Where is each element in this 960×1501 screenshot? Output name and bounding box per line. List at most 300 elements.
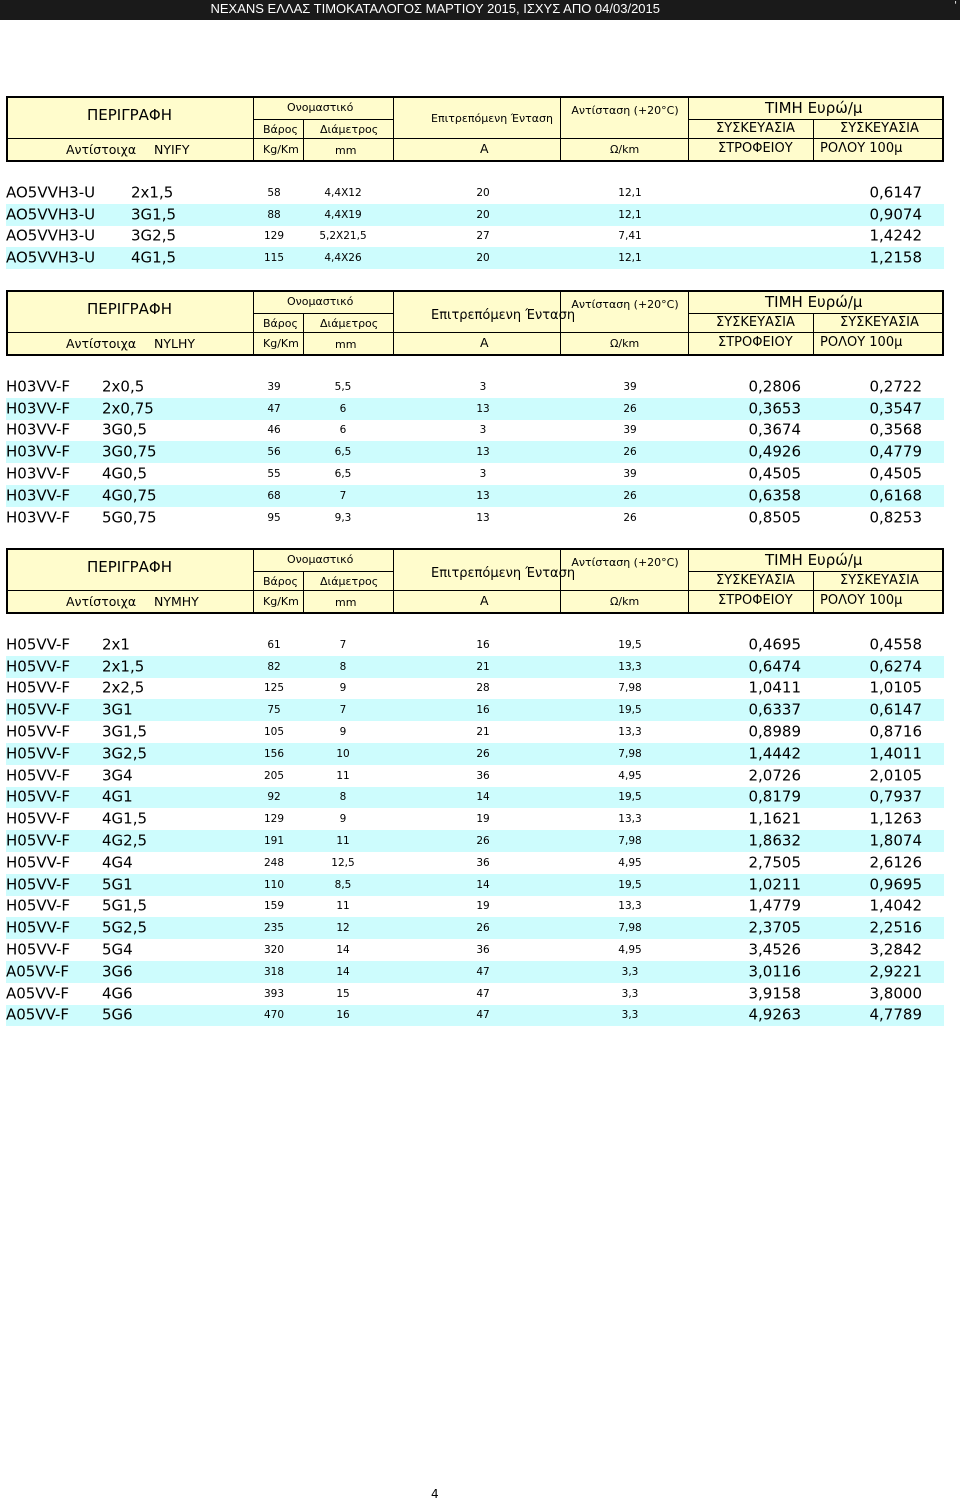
table-row <box>6 420 944 442</box>
conductor-size: 3G6 <box>102 962 133 981</box>
nominal-header: Ονομαστικό <box>287 101 354 114</box>
resistance-value: 7,98 <box>618 682 642 695</box>
conductor-size: 5G0,75 <box>102 508 157 527</box>
coil-price: 0,3568 <box>869 420 922 439</box>
table-row <box>6 983 944 1005</box>
equivalent-type: NYLHY <box>154 336 195 351</box>
grid-line <box>560 550 561 612</box>
resistance-value: 19,5 <box>618 638 642 651</box>
drum-header: ΣΤΡΟΦΕΙΟΥ <box>718 593 793 608</box>
weight-value: 88 <box>267 208 281 221</box>
resistance-value: 4,95 <box>618 769 642 782</box>
product-code: H05VV-F <box>6 831 71 850</box>
table-row <box>6 721 944 743</box>
product-code: AO5VVH3-U <box>6 248 96 267</box>
current-value: 13 <box>476 489 490 502</box>
table-row <box>6 463 944 485</box>
coil-price: 0,4505 <box>869 464 922 483</box>
resistance-value: 19,5 <box>618 791 642 804</box>
conductor-size: 2x0,75 <box>102 399 154 418</box>
grid-line <box>688 292 689 354</box>
diameter-value: 11 <box>336 769 350 782</box>
drum-price: 0,8989 <box>748 722 801 741</box>
coil-price: 0,6274 <box>869 657 922 676</box>
conductor-size: 5G1 <box>102 875 133 894</box>
unit-weight: Kg/Km <box>263 595 299 608</box>
weight-value: 47 <box>267 402 281 415</box>
drum-price: 1,1621 <box>748 809 801 828</box>
weight-value: 55 <box>267 467 281 480</box>
drum-price: 0,2806 <box>748 377 801 396</box>
table-row <box>6 787 944 809</box>
drum-price: 2,3705 <box>748 918 801 937</box>
equivalent-label: Αντίστοιχα <box>66 336 137 351</box>
price-section <box>6 290 944 529</box>
resistance-value: 7,98 <box>618 747 642 760</box>
grid-line <box>688 119 944 120</box>
drum-price: 0,4926 <box>748 442 801 461</box>
grid-line <box>688 550 689 612</box>
current-value: 47 <box>476 1009 490 1022</box>
coil-price: 4,7789 <box>869 1005 922 1024</box>
unit-resistance: Ω/km <box>610 595 640 608</box>
drum-price: 1,0411 <box>748 678 801 697</box>
table-row <box>6 398 944 420</box>
coil-header: ΡΟΛΟΥ 100μ <box>820 593 903 608</box>
drum-price: 0,6474 <box>748 657 801 676</box>
current-value: 20 <box>476 208 490 221</box>
weight-value: 248 <box>263 856 285 869</box>
resistance-value: 13,3 <box>618 900 642 913</box>
resistance-value: 7,41 <box>618 230 642 243</box>
resistance-value: 13,3 <box>618 813 642 826</box>
table-row <box>6 808 944 830</box>
coil-price: 2,2516 <box>869 918 922 937</box>
grid-line <box>688 98 689 160</box>
conductor-size: 3G2,5 <box>131 226 177 245</box>
table-row <box>6 961 944 983</box>
diameter-value: 4,4X26 <box>324 252 362 265</box>
conductor-size: 2x1,5 <box>131 183 174 202</box>
current-value: 21 <box>476 660 490 673</box>
current-header: Επιτρεπόμενη Ένταση <box>431 112 553 125</box>
table-row <box>6 939 944 961</box>
unit-current: A <box>480 141 489 156</box>
conductor-size: 3G0,75 <box>102 442 157 461</box>
conductor-size: 5G2,5 <box>102 918 148 937</box>
packaging-drum-header: ΣΥΣΚΕΥΑΣΙΑ <box>716 573 795 588</box>
coil-price: 0,8716 <box>869 722 922 741</box>
conductor-size: 3G1 <box>102 700 133 719</box>
coil-price: 0,6147 <box>869 700 922 719</box>
current-value: 14 <box>476 878 490 891</box>
description-header: ΠΕΡΙΓΡΑΦΗ <box>87 558 172 576</box>
coil-header: ΡΟΛΟΥ 100μ <box>820 141 903 156</box>
diameter-value: 7 <box>339 704 347 717</box>
diameter-value: 7 <box>339 638 347 651</box>
weight-value: 320 <box>263 943 285 956</box>
diameter-value: 15 <box>336 987 350 1000</box>
current-value: 36 <box>476 856 490 869</box>
drum-price: 3,0116 <box>748 962 801 981</box>
diameter-value: 12 <box>336 922 350 934</box>
diameter-header: Διάμετρος <box>320 123 379 136</box>
conductor-size: 3G2,5 <box>102 744 148 763</box>
grid-line <box>688 313 944 314</box>
corner-mark: ' <box>954 0 957 11</box>
drum-price: 3,9158 <box>748 984 801 1003</box>
grid-line <box>303 571 304 612</box>
conductor-size: 5G6 <box>102 1005 133 1024</box>
grid-line <box>688 571 944 572</box>
product-code: H05VV-F <box>6 896 71 915</box>
price-header: ΤΙΜΗ Ευρώ/μ <box>765 551 863 569</box>
table-row <box>6 874 944 896</box>
current-value: 36 <box>476 943 490 956</box>
drum-price: 0,6358 <box>748 486 801 505</box>
coil-price: 2,0105 <box>869 766 922 785</box>
grid-line <box>560 98 561 160</box>
packaging-coil-header: ΣΥΣΚΕΥΑΣΙΑ <box>840 121 919 136</box>
product-code: H03VV-F <box>6 442 71 461</box>
conductor-size: 5G1,5 <box>102 896 148 915</box>
diameter-value: 9 <box>339 682 347 695</box>
current-value: 16 <box>476 638 490 651</box>
unit-weight: Kg/Km <box>263 337 299 350</box>
product-code: H05VV-F <box>6 787 71 806</box>
weight-value: 68 <box>267 489 281 502</box>
coil-price: 0,6147 <box>869 183 922 202</box>
grid-line <box>813 571 814 612</box>
weight-header: Βάρος <box>263 317 298 330</box>
unit-resistance: Ω/km <box>610 143 640 156</box>
drum-price: 1,4442 <box>748 744 801 763</box>
coil-price: 0,7937 <box>869 787 922 806</box>
coil-header: ΡΟΛΟΥ 100μ <box>820 335 903 350</box>
diameter-value: 5,2X21,5 <box>319 230 367 243</box>
product-code: H05VV-F <box>6 853 71 872</box>
resistance-value: 26 <box>623 489 637 502</box>
product-code: H03VV-F <box>6 420 71 439</box>
table-header <box>6 290 944 356</box>
coil-price: 0,8253 <box>869 508 922 527</box>
resistance-value: 3,3 <box>621 965 639 978</box>
grid-line <box>253 119 393 120</box>
drum-price: 2,0726 <box>748 766 801 785</box>
price-header: ΤΙΜΗ Ευρώ/μ <box>765 99 863 117</box>
resistance-value: 19,5 <box>618 704 642 717</box>
diameter-value: 4,4X19 <box>324 208 362 221</box>
table-row <box>6 247 944 269</box>
table-row <box>6 182 944 204</box>
diameter-value: 9 <box>339 725 347 738</box>
grid-line <box>253 571 393 572</box>
diameter-value: 6,5 <box>334 446 352 459</box>
current-value: 26 <box>476 922 490 934</box>
diameter-value: 11 <box>336 834 350 847</box>
product-code: H05VV-F <box>6 940 71 959</box>
unit-diameter: mm <box>335 596 357 609</box>
table-row <box>6 852 944 874</box>
packaging-drum-header: ΣΥΣΚΕΥΑΣΙΑ <box>716 121 795 136</box>
weight-value: 61 <box>267 638 281 651</box>
table-row <box>6 634 944 656</box>
table-row <box>6 917 944 939</box>
resistance-header: Αντίσταση (+20°C) <box>571 104 679 117</box>
diameter-value: 8 <box>339 791 347 804</box>
diameter-value: 4,4X12 <box>324 186 362 199</box>
coil-price: 1,0105 <box>869 678 922 697</box>
grid-line <box>253 313 393 314</box>
grid-line <box>253 292 254 354</box>
current-value: 3 <box>479 424 487 437</box>
equivalent-type: NYMHY <box>154 594 199 609</box>
drum-price: 0,3674 <box>748 420 801 439</box>
conductor-size: 4G2,5 <box>102 831 148 850</box>
drum-price: 0,8505 <box>748 508 801 527</box>
product-code: H03VV-F <box>6 508 71 527</box>
diameter-value: 5,5 <box>334 380 352 393</box>
weight-value: 470 <box>263 1009 285 1022</box>
diameter-value: 9 <box>339 813 347 826</box>
conductor-size: 2x2,5 <box>102 678 145 697</box>
diameter-value: 10 <box>336 747 350 760</box>
diameter-value: 11 <box>336 900 350 913</box>
nominal-header: Ονομαστικό <box>287 295 354 308</box>
price-header: ΤΙΜΗ Ευρώ/μ <box>765 293 863 311</box>
product-code: H05VV-F <box>6 766 71 785</box>
drum-price: 0,6337 <box>748 700 801 719</box>
drum-header: ΣΤΡΟΦΕΙΟΥ <box>718 335 793 350</box>
conductor-size: 4G0,5 <box>102 464 148 483</box>
product-code: A05VV-F <box>6 1005 70 1024</box>
table-row <box>6 226 944 248</box>
weight-value: 129 <box>263 230 285 243</box>
weight-value: 129 <box>263 813 285 826</box>
conductor-size: 3G1,5 <box>102 722 148 741</box>
weight-value: 393 <box>263 987 285 1000</box>
resistance-value: 4,95 <box>618 943 642 956</box>
table-row <box>6 204 944 226</box>
drum-price: 1,0211 <box>748 875 801 894</box>
equivalent-type: NYIFY <box>154 142 190 157</box>
grid-line <box>8 332 944 333</box>
resistance-value: 13,3 <box>618 725 642 738</box>
drum-price: 2,7505 <box>748 853 801 872</box>
resistance-value: 39 <box>623 424 637 437</box>
product-code: H05VV-F <box>6 875 71 894</box>
table-row <box>6 743 944 765</box>
table-row <box>6 507 944 529</box>
coil-price: 0,4558 <box>869 635 922 654</box>
document-title: NEXANS ΕΛΛΑΣ ΤΙΜΟΚΑΤΑΛΟΓΟΣ ΜΑΡΤΙΟΥ 2015, ΙΣΧΥΣ ΑΠΟ 04/03/2015 <box>210 1 660 16</box>
product-code: H03VV-F <box>6 377 71 396</box>
resistance-value: 12,1 <box>618 252 642 265</box>
table-row <box>6 656 944 678</box>
description-header: ΠΕΡΙΓΡΑΦΗ <box>87 300 172 318</box>
packaging-drum-header: ΣΥΣΚΕΥΑΣΙΑ <box>716 315 795 330</box>
product-code: H05VV-F <box>6 809 71 828</box>
product-code: H05VV-F <box>6 744 71 763</box>
product-code: H05VV-F <box>6 722 71 741</box>
weight-value: 46 <box>267 424 281 437</box>
conductor-size: 2x1 <box>102 635 130 654</box>
product-code: H03VV-F <box>6 399 71 418</box>
weight-value: 318 <box>263 965 285 978</box>
product-code: H05VV-F <box>6 635 71 654</box>
grid-line <box>303 313 304 354</box>
current-value: 20 <box>476 252 490 265</box>
resistance-value: 12,1 <box>618 186 642 199</box>
product-code: AO5VVH3-U <box>6 205 96 224</box>
grid-line <box>303 119 304 160</box>
unit-current: A <box>480 335 489 350</box>
current-value: 21 <box>476 725 490 738</box>
weight-value: 82 <box>267 660 281 673</box>
table-row <box>6 896 944 918</box>
price-section <box>6 548 944 1026</box>
grid-line <box>8 590 944 591</box>
resistance-value: 4,95 <box>618 856 642 869</box>
table-row <box>6 699 944 721</box>
weight-value: 191 <box>263 834 285 847</box>
resistance-value: 39 <box>623 380 637 393</box>
coil-price: 1,8074 <box>869 831 922 850</box>
current-value: 28 <box>476 682 490 695</box>
equivalent-label: Αντίστοιχα <box>66 142 137 157</box>
nominal-header: Ονομαστικό <box>287 553 354 566</box>
weight-header: Βάρος <box>263 575 298 588</box>
current-value: 13 <box>476 511 490 524</box>
grid-line <box>393 550 394 612</box>
current-value: 20 <box>476 186 490 199</box>
grid-line <box>813 119 814 160</box>
equivalent-label: Αντίστοιχα <box>66 594 137 609</box>
current-value: 19 <box>476 813 490 826</box>
conductor-size: 3G4 <box>102 766 133 785</box>
resistance-value: 26 <box>623 511 637 524</box>
unit-weight: Kg/Km <box>263 143 299 156</box>
current-value: 26 <box>476 747 490 760</box>
product-code: H05VV-F <box>6 700 71 719</box>
weight-value: 156 <box>263 747 285 760</box>
packaging-coil-header: ΣΥΣΚΕΥΑΣΙΑ <box>840 573 919 588</box>
weight-value: 115 <box>263 252 285 265</box>
resistance-value: 26 <box>623 402 637 415</box>
product-code: H05VV-F <box>6 918 71 937</box>
diameter-value: 9,3 <box>334 511 352 524</box>
weight-value: 125 <box>263 682 285 695</box>
title-banner <box>0 0 960 20</box>
diameter-value: 6 <box>339 402 347 415</box>
unit-current: A <box>480 593 489 608</box>
packaging-coil-header: ΣΥΣΚΕΥΑΣΙΑ <box>840 315 919 330</box>
product-code: A05VV-F <box>6 984 70 1003</box>
drum-header: ΣΤΡΟΦΕΙΟΥ <box>718 141 793 156</box>
drum-price: 1,4779 <box>748 896 801 915</box>
weight-value: 105 <box>263 725 285 738</box>
drum-price: 0,4695 <box>748 635 801 654</box>
grid-line <box>253 550 254 612</box>
coil-price: 1,4042 <box>869 896 922 915</box>
product-code: H05VV-F <box>6 678 71 697</box>
grid-line <box>253 98 254 160</box>
current-value: 14 <box>476 791 490 804</box>
current-value: 36 <box>476 769 490 782</box>
drum-price: 0,3653 <box>748 399 801 418</box>
resistance-value: 39 <box>623 467 637 480</box>
product-code: A05VV-F <box>6 962 70 981</box>
coil-price: 0,6168 <box>869 486 922 505</box>
weight-value: 92 <box>267 791 281 804</box>
weight-value: 75 <box>267 704 281 717</box>
weight-value: 205 <box>263 769 285 782</box>
price-section <box>6 96 944 269</box>
table-row <box>6 1005 944 1027</box>
resistance-header: Αντίσταση (+20°C) <box>571 556 679 569</box>
table-row <box>6 485 944 507</box>
resistance-value: 19,5 <box>618 878 642 891</box>
resistance-value: 13,3 <box>618 660 642 673</box>
drum-price: 4,9263 <box>748 1005 801 1024</box>
diameter-value: 12,5 <box>331 856 355 869</box>
weight-value: 159 <box>263 900 285 913</box>
current-value: 26 <box>476 834 490 847</box>
conductor-size: 4G1,5 <box>131 248 177 267</box>
product-code: AO5VVH3-U <box>6 226 96 245</box>
current-header: Επιτρεπόμενη Ένταση <box>431 566 576 581</box>
weight-value: 110 <box>263 878 285 891</box>
diameter-value: 16 <box>336 1009 350 1022</box>
conductor-size: 5G4 <box>102 940 133 959</box>
conductor-size: 4G4 <box>102 853 133 872</box>
resistance-header: Αντίσταση (+20°C) <box>571 298 679 311</box>
resistance-value: 7,98 <box>618 834 642 847</box>
diameter-header: Διάμετρος <box>320 317 379 330</box>
grid-line <box>813 313 814 354</box>
table-header <box>6 548 944 614</box>
table-row <box>6 830 944 852</box>
table-row <box>6 765 944 787</box>
table-row <box>6 441 944 463</box>
table-header <box>6 96 944 162</box>
conductor-size: 3G1,5 <box>131 205 177 224</box>
current-value: 13 <box>476 446 490 459</box>
table-body <box>6 182 944 269</box>
weight-value: 39 <box>267 380 281 393</box>
coil-price: 3,2842 <box>869 940 922 959</box>
current-value: 16 <box>476 704 490 717</box>
page-number: 4 <box>431 1487 439 1501</box>
diameter-value: 8,5 <box>334 878 352 891</box>
resistance-value: 3,3 <box>621 1009 639 1022</box>
coil-price: 1,4242 <box>869 226 922 245</box>
conductor-size: 2x1,5 <box>102 657 145 676</box>
diameter-value: 14 <box>336 943 350 956</box>
coil-price: 2,9221 <box>869 962 922 981</box>
current-value: 3 <box>479 380 487 393</box>
conductor-size: 2x0,5 <box>102 377 145 396</box>
drum-price: 0,8179 <box>748 787 801 806</box>
diameter-value: 7 <box>339 489 347 502</box>
grid-line <box>393 292 394 354</box>
coil-price: 1,4011 <box>869 744 922 763</box>
product-code: AO5VVH3-U <box>6 183 96 202</box>
current-value: 13 <box>476 402 490 415</box>
current-value: 47 <box>476 965 490 978</box>
unit-diameter: mm <box>335 144 357 157</box>
resistance-value: 7,98 <box>618 922 642 934</box>
